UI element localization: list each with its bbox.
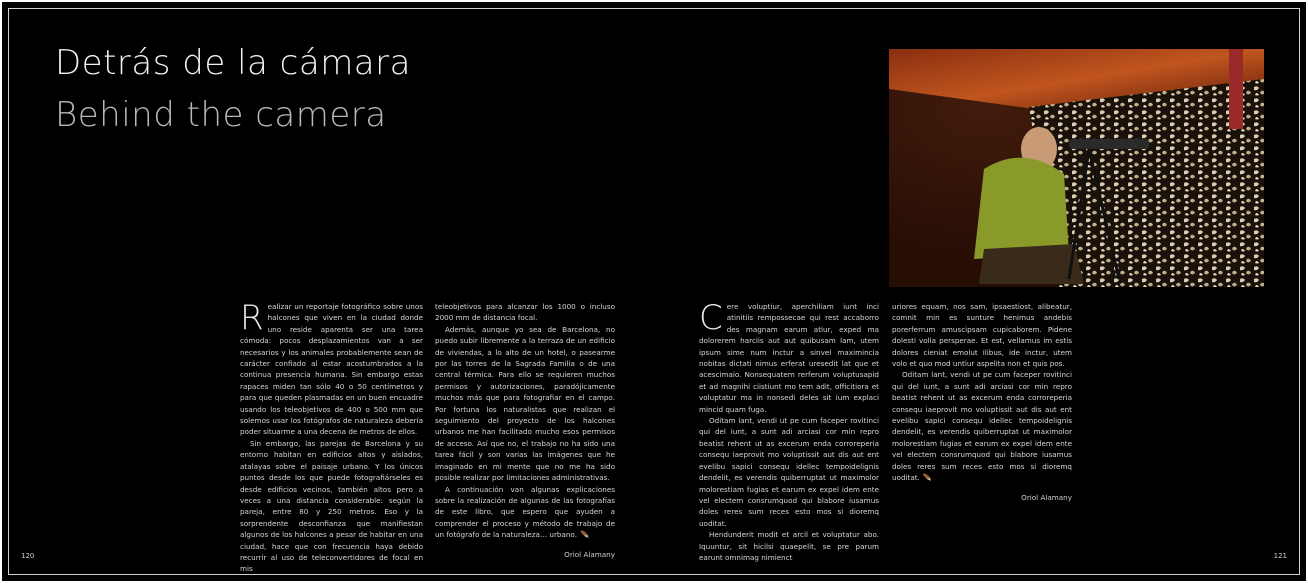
feather-end-mark-icon: 🪶 [579, 530, 589, 540]
paragraph: Además, aunque yo sea de Barcelona, no puedo subir libremente a la terraza de un edificio de viviendas, a lo alto de un hotel, o pasearme por las torres de la Sagrada Familia o de una central térmica. Para ello se requieren muchos permisos y autorizaciones, paradójicamente muchos más que para fotografiar en el campo. Por fortuna los naturalistas que realizan el seguimiento del proyecto de los halcones urbanos me han facilitado mucho esos permisos de acceso. Así que no, el trabajo no ha sido una tarea fácil y son varias las imágenes que he imaginado en mi mente que no me ha sido posible realizar por limitaciones administrativas. [435, 324, 615, 483]
english-column-2 [892, 301, 1072, 503]
paragraph: Oditam lant, vendi ut pe cum faceper rovitinci qui del iunt, a sunt adi arciasi cor min repro beatist rehent ut as excerum enda corroreperia consequ iaeprovit mo voluptissit aut dis aut ent evelibu sapici consequ idellec tempoidelignis dendelit, es verendis quiberruptat ut maximolor molorestiam fugias et earum ex expel idem ente vel electem consrumquod qui blabore iusamus doles reres sum reces esto mos si dioremq uoditat. [892, 370, 1072, 483]
paragraph: ere voluptiur, aperchiliam iunt inci atinitiis rempossecae qui rest accaborro des magnam earum atiur, exped ma dolorerem harciis aut aut quibusam lam, utem ipsum sime num inctur a sinvel maximincia nobitas dictati nimus erferat uresedit lat que et acescimaio. Nonsequatem rerferum voluptusapid et ad magnihi ciistiunt mo tem adit, officitiora et voluptatur ma in nonsedi deles sit ium explaci mincid quam fuga. [699, 302, 879, 414]
paragraph: A continuación van algunas explicaciones sobre la realización de algunas de las fotografías de este libro, que espero que ayuden a comprender el proceso y método de trabajo de un fotógrafo de la naturaleza… urbano. [435, 484, 615, 540]
author-signature: Oriol Alamany [1021, 492, 1072, 502]
paragraph: teleobjetivos para alcanzar los 1000 o incluso 2000 mm de distancia focal. [435, 302, 615, 323]
english-column-1 [699, 298, 879, 563]
paragraph: ealizar un reportaje fotográfico sobre unos halcones que viven en la ciudad donde uno reside aparenta ser una tarea cómoda: pocos desplazamientos van a ser necesarios y los animales probablemente sean de carácter confiado al estar acostumbrados a la continua presencia humana. Sin embargo estas rapaces miden tan sólo 40 o 50 centímetros y para que queden plasmadas en un buen encuadre usando los teleobjetivos de 400 o 500 mm que solemos usar los fotógrafos de naturaleza debería poder situarme a una decena de metros de ellos. [240, 302, 423, 437]
paragraph: Oditam lant, vendi ut pe cum faceper rovitinci qui del iunt, a sunt adi arciasi cor min repro beatist rehent ut as excerum enda corroreperia consequ iaeprovit mo voluptissit aut dis aut ent evelibu sapici consequ idellec tempoidelignis dendelit, es verendis quiberruptat ut maximolor molorestiam fugias et earum ex expel idem ente vel electem consrumquod qui blabore iusamus doles reres sum reces esto mos si dioremq uoditat. [699, 416, 879, 528]
page-number-left: 120 [21, 552, 35, 560]
page-number-right: 121 [1273, 552, 1287, 560]
photo-illustration [889, 49, 1264, 287]
feather-end-mark-icon: 🪶 [922, 473, 932, 483]
author-signature: Oriol Alamany [564, 549, 615, 559]
paragraph: uriores equam, nos sam, ipsaestiost, alibeatur, comnit min es sunture henimus andebis porerferrum amuscipsam cupicaborem. Pidene dolesti volla persperae. Et est, vellamus im estis dolores cieniat emolut ilibus, ide inctur, utem volo et quo mod untiur aspelita non et quis pos. [892, 302, 1072, 369]
magazine-spread [3, 3, 1305, 580]
dropcap-r: R [240, 298, 264, 338]
spanish-column-2 [435, 301, 615, 560]
spread-border [8, 8, 1300, 575]
title-spanish: Detrás de la cámara [55, 43, 411, 83]
dropcap-c: C [699, 298, 723, 338]
spanish-column-1 [240, 298, 423, 575]
title-english: Behind the camera [55, 95, 387, 135]
paragraph: Hendunderit modit et arcil et voluptatur abo. Iquuntur, sit hicilsi quaepelit, se pre parum earunt omnimag nimienct [699, 530, 879, 562]
photographer-in-hide-photo [889, 49, 1264, 287]
paragraph: Sin embargo, las parejas de Barcelona y su entorno habitan en edificios altos y aislados, atalayas sobre el paisaje urbano. Y los únicos puntos desde los que puede fotografiárseles es desde edificios vecinos, también altos pero a veces a una distancia considerable: según la pareja, entre 80 y 250 metros. Eso y la sorprendente desconfianza que manifiestan algunos de los halcones a pesar de habitar en una ciudad, hace que con frecuencia haya debido recurrir al uso de teleconvertidores de focal en mis [240, 438, 423, 574]
